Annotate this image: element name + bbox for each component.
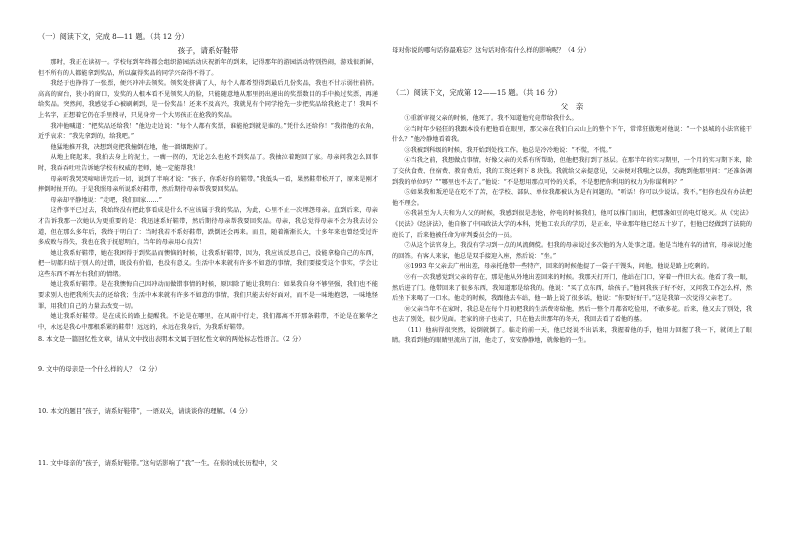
paragraph: 那时，我正在读初一。学校每到年终都会组织游园活动庆祝新年的到来，记得那年的游园活动特别热闹，游戏很新鲜，但不所有的人都能拿到奖品，所以赢得奖品的同学兴奋得不得了。 [38,59,378,77]
paragraph: ⑥我甚至为人夫和为人父的时候，我感到很是悲怆，停电的时候我们，他可以推门而出，把那盏如豆的电灯熄灭。从《宪法》《民法》《经济法》，他自修了中国政法大学的本科，凭他工农兵的学历，是正业，毕业那年他已经五十岁了，但他已经做到了法院的庭长了，后来他被任命为审判委员会的一员。 [392,210,752,239]
paragraph: ②当时年少轻狂的我跟本没有把他看在眼里，那父亲在我们白云山上的整个下午，常常狂傲地对他说：“一个县城的小法官能干什么？”他冷静地看着我。 [392,125,752,144]
question-11-continued: 母对你说的哪句话你最难忘？这句话对你有什么样的影响呢？（4 分） [392,46,590,54]
paragraph: ①重新审视父亲的时候，他死了。我不知道他究竟带给我什么。 [404,115,578,122]
right-column [392,30,752,347]
section-heading: （二）阅读下文，完成第 12——15 题。（共 16 分） [392,88,562,97]
question-9: 9. 文中的母亲是一个什么样的人？（2 分） [38,365,161,374]
paragraph: 从地上爬起来，我拍去身上的泥土，一瘸一拐的，无论怎么也抢不到奖品了。我抽泣着跑回了家。母亲问我怎么回事时，我吞吞吐吐告诉她学校有权威的老师，她一定能帮我！ [38,154,378,172]
paragraph: ⑨有一次我感觉到父亲的存在，那是他从外地出差回来的时候。我那天打开门，他站在门口，穿着一件旧大衣。他看了我一眼，然后进了门。他带回来了很多东西，我知道那是给我的。他说：“买了点东西，给孩子。”他问我孩子好不好，又问我工作怎么样，然后坐下来喝了一口水。他走的时候，我跟他去车站，他一路上说了很多话，他说：“你要好好干。”这是我第一次觉得父亲老了。 [392,273,752,303]
question-8: 8. 本文是一篇回忆性文章，请从文中找出表明本文属于回忆性文章的两处标志性语言。（2 分） [38,335,305,344]
question-11: 11. 文中母亲的“孩子，请系好鞋带。”这句话影响了“我”一生。在你的成长历程中，父 [38,459,278,468]
paragraph: 他猛地推开我，决想到竟把我撞倒在地，他一溜烟跑掉了。 [50,143,212,151]
article-title: 父 亲 [560,102,584,111]
paragraph: 她让我系好鞋带。是在成长的路上提醒我。不论是在哪里，在风雨中行走，我们都离不开那条鞋带，不论是在繁华之中，永远是我心中那根系紧的鞋带！远远的，永远在我身后，为我系好鞋带。 [38,313,378,331]
paragraph: 母亲听我哭哭啼啼讲完后一切，说到了半响才说：“孩子，你系好你的鞋带。”我低头一看，果然鞋带松开了，原来是刚才摔倒时扯开的。于是我照母亲所说系好鞋带，然后期待母亲帮我要回奖品。 [38,175,378,194]
paragraph: ⑦从这个法官身上，我没有学习到一点的风流倜傥。但我的母亲说过多次他的为人处事之道。他是当地有名的清官，母亲说过他的回答。有客人来家，他总是双手接迎入座，然后说：“坐。” [392,242,752,260]
section-heading: （一）阅读下文，完成 8—11 题。（共 12 分） [38,32,189,41]
paragraph: ⑤如果我和叛逆是在吃不了苦，在学校、部队、单位我都被认为是有问题的。“听话！你可以少说话。我不。”但你也没有办法把他不理会。 [392,189,752,207]
question-10: 10. 本文的题目“孩子，请系好鞋带”，一语双关，请谈谈你的理解。（4 分） [38,407,252,416]
paragraph: ⑩父亲当年不在家时，我总是在每个月初把我的生活费寄给他，然后一整个月都省吃俭用，不敢多花。后来，他又去了别处，我也去了别处，很少见面。老家的房子也卖了，只在他去世那年的冬天，我回去看了看他的墓。 [392,305,752,324]
article-title: 孩子，请系好鞋带 [177,46,239,55]
paragraph: 我经于也挣得了一张票，便兴冲冲去领奖。领奖处挤满了人，每个人都希望得到最后几份奖品，我也不甘示弱往前挤。高高的窗台，狭小的窗口，发奖的人根本看不见领奖人的脸，只能随意地从那里扔出递出的奖票数目的手中换过奖票，再递给奖品。突然间，我感觉手心被刷刺到，是一份奖品！还来不及高兴，我就见有个同学抢先一步把奖品给我抢走了！我叫不上名字，正想着它仍在手里搜寻，只见身旁一个大男孩正在抢我的奖品。 [38,80,378,119]
left-column [38,30,378,469]
paragraph: 这件事平已过去，我始终没有把此事看成是什么不应该属于我的奖品，为此，心里不止一次埋怨母亲。直到后来，母亲才告诉我那一次她认为更重要的是：我迅速系好鞋带，然后期待母亲帮我要回奖品。母亲，我总觉得母亲不会为我去讨公道，但在那么多年后，我终于明白了：当时我若不系好鞋带，跌倒还会再来。而且，随着渐渐长大，十多年来也曾经受过许多成败与得失，我也在我于抚慰明白，当年的母亲用心良苦！ [38,207,378,247]
paragraph: ⑧1993 年父亲去广州出差，母亲托他带一些特产，回来的时候他提了一袋子干馒头，问他，他说是路上吃剩的。 [404,263,713,271]
paragraph: ④当我之前，我想做点事情，好像父亲的关系有所帮助，但他把我打到了基层。在那半年的实习期里，一个月的实习期下来，除了交伙食费、住宿费、教育费后，我的工资还剩下 8 块钱。我就给父亲提意见，父亲便对我嗤之以鼻，我跑到他那里问：“还准备调到我的单位吗？”“哪里也不去了。”他说：“不是想用那点可怜的关系，不是想把你利用的权力为你谋利吗？” [392,157,752,186]
paragraph: 她让我系好鞋带。是在我懊悔自己因冲动而做错事情的时候，原因除了她让我明白：如果我自身不够坚强，我们也不能要求别人也把我所失去的还给我；生活中本来就有许多不如意的事情，我们只能去好好面对，而不是一味地抱怨，一味地怪罪，用我们自己的力量去改变一切。 [38,281,378,310]
paragraph: （11）他病得很突然，说倒就倒了。临走的前一天，他已经说不出话来，我握着他的手，他用力回握了我一下，就闭上了眼睛。我看到他的眼睛里流出了泪，他走了，安安静静地，就像他的一生。 [392,326,752,345]
paragraph: ③我被到科级的时候，我开始到处找工作。他总是冷冷地说：“不慌，不慌。” [404,146,612,154]
paragraph: 母亲却平静地说：“走吧，我们回家……” [50,196,162,204]
paragraph: 我冲他喊道：“把奖品还给我！”他边走边说：“每个人都有奖票，谁能抢到就是谁的。”凭什么还给你！”我指他的衣角，近乎哀求：“我先拿到的，给我吧。” [38,122,378,141]
paragraph: 她让我系好鞋带，她在我困得于到奖品而懊恼的时候，让我系好鞋带，因为，我应该反思自己，没能拿稳自己的东西，把一切都归结于别人的过错，既没有价值，也没有意义。生活中本来就有许多不如意的事情，我们要接受这个事实，学会让这些东西不再左右我们的情绪。 [38,249,378,278]
